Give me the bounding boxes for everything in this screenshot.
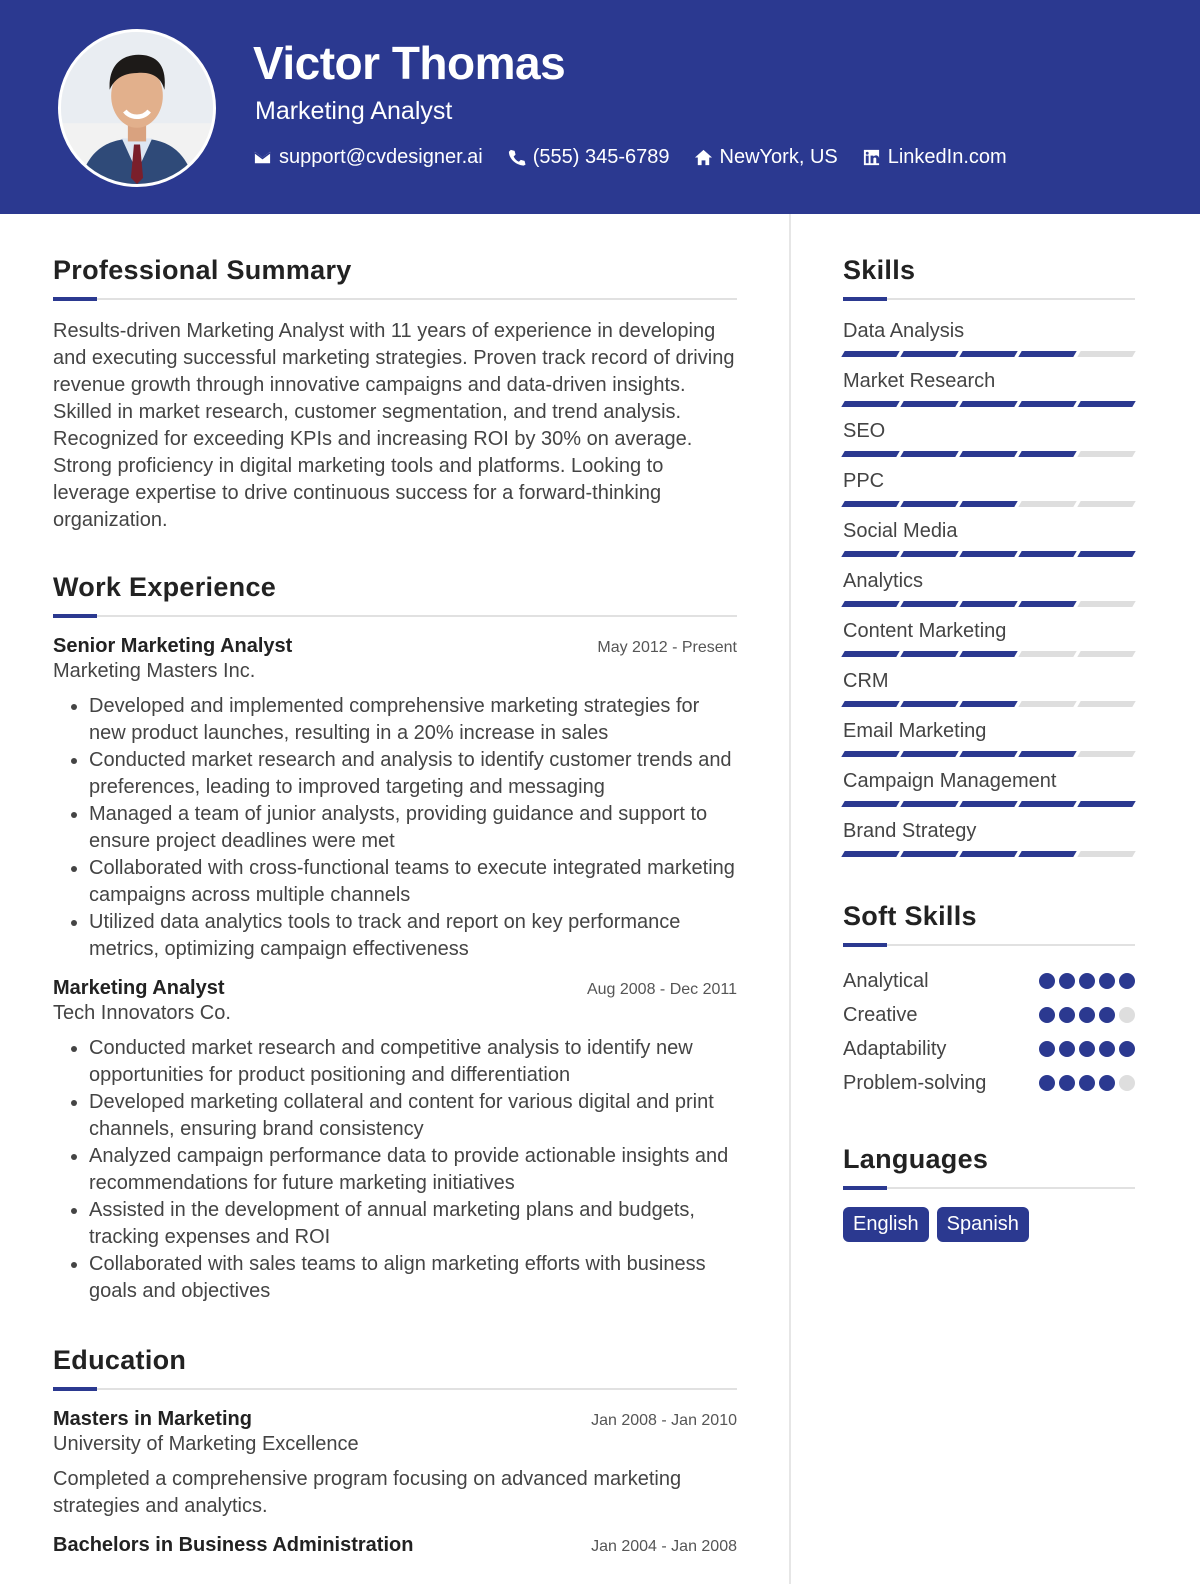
rating-dot bbox=[1119, 973, 1135, 989]
job-bullet: • Conducted market research and analysis to identify customer trends and preferences, leading to improved targeting and messaging bbox=[89, 747, 737, 801]
rating-dot bbox=[1119, 1075, 1135, 1091]
job-bullet: • Conducted market research and competitive analysis to identify new opportunities for product positioning and differentiation bbox=[89, 1035, 737, 1089]
skill-level-segment bbox=[959, 501, 1017, 507]
education-description: Completed a comprehensive program focusing on advanced marketing strategies and analytics. bbox=[53, 1468, 682, 1517]
skill-level-bar bbox=[843, 701, 1135, 707]
skill-level-segment bbox=[841, 401, 899, 407]
skills-list bbox=[843, 318, 1135, 857]
candidate-name: Victor Thomas bbox=[253, 37, 566, 89]
soft-skill-item bbox=[843, 964, 1135, 998]
header-banner bbox=[0, 0, 1200, 214]
job-company: Tech Innovators Co. bbox=[53, 1002, 231, 1024]
skill-level-segment bbox=[1077, 851, 1135, 857]
skill-item bbox=[843, 618, 1135, 657]
skill-name: Brand Strategy bbox=[843, 820, 977, 842]
skill-level-segment bbox=[959, 551, 1017, 557]
skill-level-segment bbox=[900, 751, 958, 757]
rating-dot bbox=[1039, 973, 1055, 989]
soft-skill-name: Analytical bbox=[843, 969, 929, 992]
skill-level-segment bbox=[841, 801, 899, 807]
job-bullets bbox=[53, 1035, 737, 1305]
contact-email[interactable] bbox=[253, 146, 483, 169]
envelope-icon bbox=[253, 148, 272, 167]
section-rule bbox=[53, 615, 737, 617]
skill-name: Content Marketing bbox=[843, 620, 1007, 642]
skill-name: Campaign Management bbox=[843, 770, 1057, 792]
rating-dot bbox=[1079, 1075, 1095, 1091]
soft-skills-heading: Soft Skills bbox=[843, 901, 977, 931]
skill-level-segment bbox=[1018, 601, 1076, 607]
skill-name: PPC bbox=[843, 470, 885, 492]
language-badge: English bbox=[843, 1207, 929, 1242]
contact-location bbox=[694, 146, 838, 169]
skill-item bbox=[843, 368, 1135, 407]
summary-text: Results-driven Marketing Analyst with 11 years of experience in developing and executing successful marketing strategies. Proven track record of driving revenue growth through innovative campaigns and data-driven insights. Skilled in market research, customer segmentation, and trend analysis. Recognized for exceeding KPIs and increasing ROI by 30% on average. Strong proficiency in digital marketing tools and platforms. Looking to leverage expertise to drive continuous success for a forward-thinking organization. bbox=[53, 320, 735, 531]
skill-item bbox=[843, 718, 1135, 757]
soft-skill-name: Creative bbox=[843, 1003, 918, 1026]
rating-dot bbox=[1099, 1007, 1115, 1023]
education-heading: Education bbox=[53, 1345, 187, 1375]
skill-level-segment bbox=[1018, 701, 1076, 707]
rating-dot bbox=[1099, 1041, 1115, 1057]
skill-level-segment bbox=[1077, 551, 1135, 557]
skill-item bbox=[843, 568, 1135, 607]
skill-level-segment bbox=[900, 451, 958, 457]
linkedin-icon bbox=[862, 148, 881, 167]
soft-skill-rating bbox=[1039, 973, 1135, 989]
education-date: Jan 2004 - Jan 2008 bbox=[591, 1538, 737, 1555]
skill-level-segment bbox=[1018, 451, 1076, 457]
contact-linkedin-text: LinkedIn.com bbox=[887, 146, 1007, 168]
skill-name: Analytics bbox=[843, 570, 924, 592]
skill-item bbox=[843, 668, 1135, 707]
skill-level-bar bbox=[843, 851, 1135, 857]
skill-level-bar bbox=[843, 551, 1135, 557]
rating-dot bbox=[1099, 1075, 1115, 1091]
soft-skill-name: Problem-solving bbox=[843, 1071, 987, 1094]
home-icon bbox=[694, 148, 713, 167]
skill-level-segment bbox=[1018, 651, 1076, 657]
soft-skill-rating bbox=[1039, 1007, 1135, 1023]
education-entry bbox=[53, 1534, 737, 1557]
skill-level-segment bbox=[841, 651, 899, 657]
skill-name: Email Marketing bbox=[843, 720, 987, 742]
skill-level-segment bbox=[900, 801, 958, 807]
skill-level-segment bbox=[1077, 601, 1135, 607]
skill-level-segment bbox=[1077, 701, 1135, 707]
contact-bar bbox=[253, 146, 1031, 169]
contact-location-text: NewYork, US bbox=[719, 146, 838, 168]
skill-level-segment bbox=[900, 351, 958, 357]
profile-photo bbox=[61, 32, 213, 184]
rating-dot bbox=[1039, 1075, 1055, 1091]
skill-item bbox=[843, 468, 1135, 507]
education-school: University of Marketing Excellence bbox=[53, 1433, 359, 1455]
education-degree: Bachelors in Business Administration bbox=[53, 1534, 414, 1556]
skill-name: CRM bbox=[843, 670, 889, 692]
job-company: Marketing Masters Inc. bbox=[53, 660, 256, 682]
skill-level-bar bbox=[843, 501, 1135, 507]
skill-level-segment bbox=[900, 601, 958, 607]
avatar bbox=[58, 29, 216, 187]
skill-item bbox=[843, 518, 1135, 557]
job-entry bbox=[53, 635, 737, 963]
rating-dot bbox=[1119, 1041, 1135, 1057]
skill-level-segment bbox=[1018, 551, 1076, 557]
skill-name: Social Media bbox=[843, 520, 958, 542]
skill-level-segment bbox=[1077, 651, 1135, 657]
skills-heading: Skills bbox=[843, 255, 916, 285]
skill-level-segment bbox=[841, 351, 899, 357]
soft-skill-item bbox=[843, 1066, 1135, 1100]
skill-level-bar bbox=[843, 801, 1135, 807]
job-bullet: • Collaborated with cross-functional teams to execute integrated marketing campaigns across multiple channels bbox=[89, 855, 737, 909]
side-column bbox=[843, 255, 1135, 1242]
soft-skill-item bbox=[843, 1032, 1135, 1066]
summary-heading: Professional Summary bbox=[53, 255, 352, 285]
skill-level-segment bbox=[841, 601, 899, 607]
skill-level-segment bbox=[1077, 751, 1135, 757]
languages-list bbox=[843, 1207, 1135, 1242]
skill-level-segment bbox=[959, 401, 1017, 407]
skill-level-segment bbox=[1018, 501, 1076, 507]
skill-level-segment bbox=[841, 751, 899, 757]
skill-level-segment bbox=[1018, 401, 1076, 407]
experience-heading: Work Experience bbox=[53, 572, 277, 602]
soft-skill-name: Adaptability bbox=[843, 1037, 947, 1060]
skill-level-segment bbox=[959, 351, 1017, 357]
skill-level-segment bbox=[959, 451, 1017, 457]
job-title: Senior Marketing Analyst bbox=[53, 635, 293, 657]
section-rule bbox=[843, 1187, 1135, 1189]
rating-dot bbox=[1039, 1007, 1055, 1023]
rating-dot bbox=[1059, 1075, 1075, 1091]
column-divider bbox=[789, 214, 791, 1584]
skill-level-segment bbox=[959, 751, 1017, 757]
job-title: Marketing Analyst bbox=[53, 977, 225, 999]
rating-dot bbox=[1079, 1007, 1095, 1023]
skill-level-segment bbox=[900, 851, 958, 857]
skill-name: Market Research bbox=[843, 370, 996, 392]
skill-level-segment bbox=[959, 651, 1017, 657]
rating-dot bbox=[1099, 973, 1115, 989]
skill-level-bar bbox=[843, 451, 1135, 457]
job-bullet: • Analyzed campaign performance data to provide actionable insights and recommendations for future marketing initiatives bbox=[89, 1143, 737, 1197]
rating-dot bbox=[1059, 1041, 1075, 1057]
skill-level-segment bbox=[841, 501, 899, 507]
skill-level-segment bbox=[1018, 351, 1076, 357]
skill-level-segment bbox=[959, 601, 1017, 607]
job-bullet: • Assisted in the development of annual marketing plans and budgets, tracking expenses and ROI bbox=[89, 1197, 737, 1251]
education-date: Jan 2008 - Jan 2010 bbox=[591, 1412, 737, 1429]
rating-dot bbox=[1059, 1007, 1075, 1023]
section-rule bbox=[843, 944, 1135, 946]
phone-icon bbox=[507, 148, 526, 167]
section-rule bbox=[843, 298, 1135, 300]
education-entry bbox=[53, 1408, 737, 1520]
contact-linkedin[interactable] bbox=[862, 146, 1007, 169]
candidate-title: Marketing Analyst bbox=[255, 97, 453, 125]
soft-skill-rating bbox=[1039, 1075, 1135, 1091]
skill-level-segment bbox=[900, 701, 958, 707]
job-date: May 2012 - Present bbox=[597, 639, 737, 656]
language-badge: Spanish bbox=[937, 1207, 1029, 1242]
skill-level-segment bbox=[1077, 401, 1135, 407]
skill-level-segment bbox=[900, 651, 958, 657]
job-bullet: • Utilized data analytics tools to track and report on key performance metrics, optimizing campaign effectiveness bbox=[89, 909, 737, 963]
skill-level-bar bbox=[843, 601, 1135, 607]
contact-phone-text: (555) 345-6789 bbox=[532, 146, 670, 168]
skill-item bbox=[843, 818, 1135, 857]
skill-level-segment bbox=[1077, 351, 1135, 357]
job-bullet: • Managed a team of junior analysts, providing guidance and support to ensure project deadlines were met bbox=[89, 801, 737, 855]
skill-level-bar bbox=[843, 401, 1135, 407]
skill-level-segment bbox=[959, 801, 1017, 807]
skill-item bbox=[843, 418, 1135, 457]
job-date: Aug 2008 - Dec 2011 bbox=[586, 981, 737, 998]
skill-item bbox=[843, 768, 1135, 807]
rating-dot bbox=[1079, 973, 1095, 989]
skill-name: Data Analysis bbox=[843, 320, 965, 342]
skill-level-bar bbox=[843, 651, 1135, 657]
job-bullet: • Collaborated with sales teams to align marketing efforts with business goals and objectives bbox=[89, 1251, 737, 1305]
skill-level-segment bbox=[959, 701, 1017, 707]
job-bullet: • Developed marketing collateral and content for various digital and print channels, ensuring brand consistency bbox=[89, 1089, 737, 1143]
skill-level-segment bbox=[959, 851, 1017, 857]
job-bullet: • Developed and implemented comprehensive marketing strategies for new product launches, resulting in a 20% increase in sales bbox=[89, 693, 737, 747]
job-bullets bbox=[53, 693, 737, 963]
skill-level-segment bbox=[841, 851, 899, 857]
skill-level-segment bbox=[1077, 801, 1135, 807]
contact-phone[interactable] bbox=[507, 146, 670, 169]
soft-skill-item bbox=[843, 998, 1135, 1032]
section-rule bbox=[53, 1388, 737, 1390]
skill-level-segment bbox=[841, 701, 899, 707]
skill-level-bar bbox=[843, 351, 1135, 357]
skill-level-segment bbox=[1018, 801, 1076, 807]
skill-level-segment bbox=[1077, 501, 1135, 507]
soft-skills-list bbox=[843, 964, 1135, 1100]
skill-level-segment bbox=[841, 551, 899, 557]
rating-dot bbox=[1119, 1007, 1135, 1023]
skill-level-segment bbox=[900, 401, 958, 407]
contact-email-text: support@cvdesigner.ai bbox=[279, 146, 483, 168]
skill-level-segment bbox=[1018, 851, 1076, 857]
skill-name: SEO bbox=[843, 420, 886, 442]
main-column bbox=[53, 255, 737, 1571]
skill-level-segment bbox=[900, 501, 958, 507]
skill-level-segment bbox=[1018, 751, 1076, 757]
skill-level-segment bbox=[841, 451, 899, 457]
rating-dot bbox=[1039, 1041, 1055, 1057]
skill-level-segment bbox=[1077, 451, 1135, 457]
job-entry bbox=[53, 977, 737, 1305]
skill-level-bar bbox=[843, 751, 1135, 757]
education-degree: Masters in Marketing bbox=[53, 1408, 252, 1430]
rating-dot bbox=[1079, 1041, 1095, 1057]
skill-level-segment bbox=[900, 551, 958, 557]
skill-item bbox=[843, 318, 1135, 357]
languages-heading: Languages bbox=[843, 1144, 989, 1174]
soft-skill-rating bbox=[1039, 1041, 1135, 1057]
section-rule bbox=[53, 298, 737, 300]
rating-dot bbox=[1059, 973, 1075, 989]
